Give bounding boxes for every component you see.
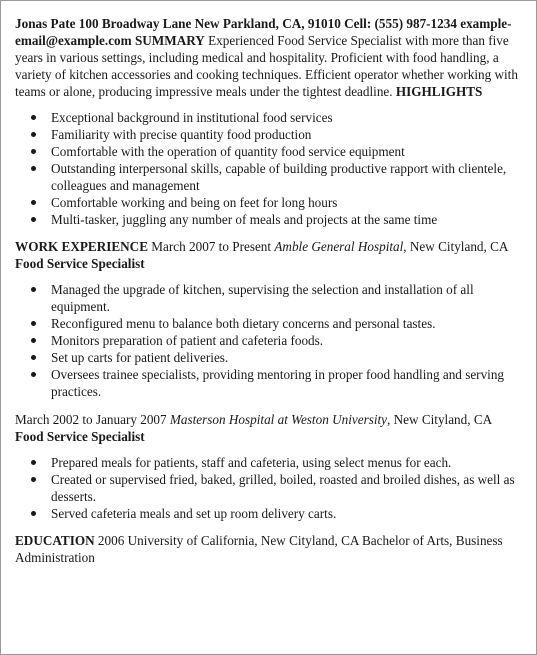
header-summary-paragraph xyxy=(15,15,522,100)
summary-text: Experienced Food Service Specialist with more than five years in various settings, including medical and hospitality. Proficient with food handling, a variety of kitchen accessories and cooking techniques. Efficient operator whether working with teams or alone, producing impressive meals under the tightest deadline. xyxy=(15,33,518,99)
job-title: Food Service Specialist xyxy=(15,429,145,444)
job-1-bullets xyxy=(15,281,522,400)
list-item: Outstanding interpersonal skills, capable of building productive rapport with clientele, colleagues and management xyxy=(51,160,522,194)
job-location: , New Cityland, CA xyxy=(387,412,492,427)
cell-label: Cell: xyxy=(344,16,372,31)
job-employer: Masterson Hospital at Weston University xyxy=(169,412,388,427)
highlights-heading: HIGHLIGHTS xyxy=(395,84,483,99)
list-item: Oversees trainee specialists, providing mentoring in proper food handling and serving practices. xyxy=(51,366,522,400)
list-item: Comfortable working and being on feet for long hours xyxy=(51,194,522,211)
job-employer: Amble General Hospital xyxy=(274,239,404,254)
job-dates: March 2007 to Present xyxy=(151,239,272,254)
candidate-email: example-email@example.com xyxy=(15,16,512,48)
list-item: Exceptional background in institutional food services xyxy=(51,109,522,126)
summary-heading: SUMMARY xyxy=(134,33,205,48)
job-dates: March 2002 to January 2007 xyxy=(15,412,167,427)
list-item: Multi-tasker, juggling any number of meals and projects at the same time xyxy=(51,211,522,228)
job-location: , New Cityland, CA xyxy=(403,239,508,254)
highlights-list xyxy=(15,109,522,228)
education-year: 2006 xyxy=(97,533,125,548)
education-section xyxy=(15,532,522,566)
job-2-bullets xyxy=(15,454,522,522)
list-item: Familiarity with precise quantity food production xyxy=(51,126,522,143)
list-item: Served cafeteria meals and set up room delivery carts. xyxy=(51,505,522,522)
job-2-header xyxy=(15,411,522,445)
education-heading: EDUCATION xyxy=(15,533,95,548)
cell-phone: (555) 987-1234 xyxy=(374,16,457,31)
list-item: Set up carts for patient deliveries. xyxy=(51,349,522,366)
list-item: Reconfigured menu to balance both dietary concerns and personal tastes. xyxy=(51,315,522,332)
education-degree: Bachelor of Arts, Business Administration xyxy=(15,533,503,565)
list-item: Created or supervised fried, baked, grilled, boiled, roasted and broiled dishes, as well as desserts. xyxy=(51,471,522,505)
list-item: Prepared meals for patients, staff and cafeteria, using select menus for each. xyxy=(51,454,522,471)
job-title: Food Service Specialist xyxy=(15,256,145,271)
candidate-address: 100 Broadway Lane New Parkland, CA, 91010 xyxy=(78,16,341,31)
candidate-name: Jonas Pate xyxy=(15,16,76,31)
job-1-header xyxy=(15,238,522,272)
list-item: Managed the upgrade of kitchen, supervising the selection and installation of all equipment. xyxy=(51,281,522,315)
list-item: Monitors preparation of patient and cafeteria foods. xyxy=(51,332,522,349)
work-experience-heading: WORK EXPERIENCE xyxy=(15,239,148,254)
list-item: Comfortable with the operation of quantity food service equipment xyxy=(51,143,522,160)
education-school: University of California, New Cityland, CA xyxy=(127,533,359,548)
